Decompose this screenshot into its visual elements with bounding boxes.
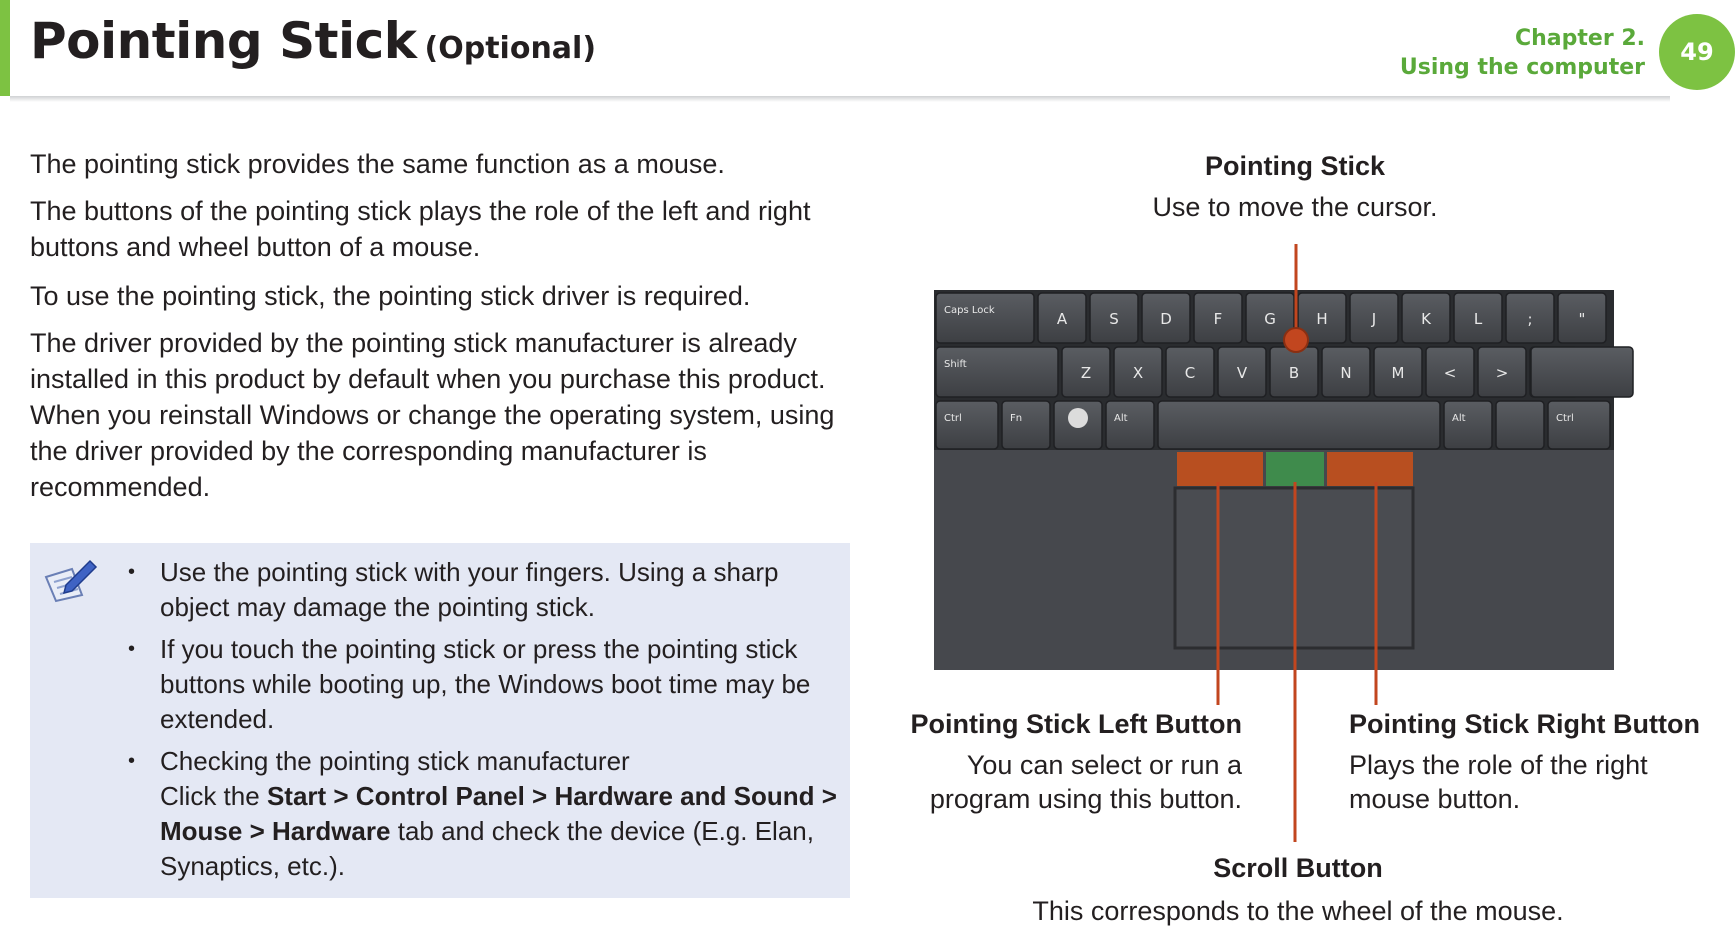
- key-row2-6-label: N: [1340, 364, 1352, 382]
- key-row2-1-label: Z: [1080, 364, 1092, 382]
- page-title-suffix: (Optional): [424, 31, 597, 66]
- key-shift-left: [936, 347, 1058, 397]
- key-row1-11: [1558, 293, 1606, 343]
- note-item-3-rest: tab and check the device (E.g. Elan, Synaptics, etc.).: [160, 816, 814, 881]
- label-right-button: [1349, 706, 1729, 816]
- key-row2-8-label: <: [1443, 364, 1457, 382]
- key-row2-4-label: V: [1236, 364, 1248, 382]
- key-row2-4: [1218, 347, 1266, 397]
- key-fn: [1002, 401, 1050, 449]
- pointing-stick-right-button: [1327, 452, 1413, 486]
- key-ctrl-left-label: Ctrl: [944, 413, 962, 424]
- key-row2-9: [1478, 347, 1526, 397]
- key-row2-9-label: >: [1495, 364, 1509, 382]
- key-row1-5-label: G: [1264, 310, 1276, 328]
- key-row2-2: [1114, 347, 1162, 397]
- key-row2-1: [1062, 347, 1110, 397]
- label-scroll-button-title: Scroll Button: [1213, 853, 1383, 883]
- chapter-number: Chapter 2.: [1514, 26, 1645, 51]
- label-left-button: [880, 706, 1242, 816]
- key-alt-right-label: Alt: [1452, 413, 1466, 424]
- label-scroll-button-desc: This corresponds to the wheel of the mouse.: [1032, 896, 1564, 926]
- key-row2-5-label: B: [1288, 364, 1300, 382]
- label-pointing-stick-title: Pointing Stick: [1204, 151, 1385, 181]
- label-right-button-desc-1: Plays the role of the right: [1349, 750, 1648, 780]
- key-row1-10-label: ;: [1527, 310, 1533, 328]
- key-caps-lock: [936, 293, 1034, 343]
- key-caps-lock-label: Caps Lock: [944, 305, 995, 316]
- key-row2-3: [1166, 347, 1214, 397]
- label-pointing-stick-desc: Use to move the cursor.: [1152, 192, 1438, 222]
- page-title-main: Pointing Stick: [30, 12, 417, 70]
- key-row2-8: [1426, 347, 1474, 397]
- key-row2-5: [1270, 347, 1318, 397]
- windows-logo-icon: [1068, 408, 1088, 428]
- key-alt-left-label: Alt: [1114, 413, 1128, 424]
- note-item-3-click: Click the: [160, 781, 260, 811]
- key-row2-3-label: C: [1184, 364, 1196, 382]
- note-item-3-path: Start > Control Panel > Hardware and Sound > Mouse > Hardware: [160, 781, 837, 846]
- key-row1-4: [1194, 293, 1242, 343]
- label-left-button-title: Pointing Stick Left Button: [910, 709, 1242, 739]
- key-row1-7: [1350, 293, 1398, 343]
- label-scroll-button: [1000, 850, 1596, 928]
- label-left-button-desc-2: program using this button.: [929, 784, 1242, 814]
- key-row2-6: [1322, 347, 1370, 397]
- note-item-2-text: If you touch the pointing stick or press the pointing stick buttons while booting up, the Windows boot time may be extended.: [160, 634, 811, 734]
- key-row1-8: [1402, 293, 1450, 343]
- key-row2-7-label: M: [1391, 364, 1405, 382]
- key-row1-4-label: F: [1213, 310, 1223, 328]
- body-paragraph-2: The buttons of the pointing stick plays the role of the left and right buttons and wheel button of a mouse.: [30, 196, 811, 262]
- key-row1-1: [1038, 293, 1086, 343]
- key-menu: [1496, 401, 1544, 449]
- key-row2-7: [1374, 347, 1422, 397]
- label-pointing-stick: [1095, 148, 1495, 224]
- key-shift-left-label: Shift: [944, 359, 967, 370]
- note-item-3-line1: Checking the pointing stick manufacturer: [160, 746, 630, 776]
- key-row2-2-label: X: [1132, 364, 1144, 382]
- key-alt-right: [1444, 401, 1492, 449]
- key-row1-11-label: ": [1578, 310, 1586, 328]
- key-row1-7-label: J: [1371, 310, 1377, 328]
- body-paragraph-4: The driver provided by the pointing stick manufacturer is already installed in this product by default when you purchase this product. When you reinstall Windows or change the operating system, using the driver provided by the corresponding manufacturer is recommended.: [30, 328, 835, 502]
- key-alt-left: [1106, 401, 1154, 449]
- pointing-stick-scroll-button: [1266, 452, 1324, 486]
- key-row1-6-label: H: [1316, 310, 1328, 328]
- body-paragraph-3: To use the pointing stick, the pointing stick driver is required.: [30, 281, 751, 311]
- chapter-title: Using the computer: [1399, 55, 1645, 80]
- key-ctrl-left: [936, 401, 998, 449]
- key-row1-3: [1142, 293, 1190, 343]
- key-row1-2-label: S: [1109, 310, 1119, 328]
- pointing-stick-nub: [1284, 328, 1308, 352]
- key-space: [1158, 401, 1440, 449]
- label-right-button-desc-2: mouse button.: [1349, 784, 1521, 814]
- body-paragraph-1: The pointing stick provides the same function as a mouse.: [30, 149, 725, 179]
- key-ctrl-right: [1548, 401, 1610, 449]
- key-row1-1-label: A: [1056, 310, 1068, 328]
- key-row1-10: [1506, 293, 1554, 343]
- key-fn-label: Fn: [1010, 413, 1023, 424]
- key-row1-2: [1090, 293, 1138, 343]
- key-row1-9-label: L: [1473, 310, 1483, 328]
- key-row1-9: [1454, 293, 1502, 343]
- pointing-stick-left-button: [1177, 452, 1263, 486]
- note-item-1-text: Use the pointing stick with your fingers. Using a sharp object may damage the pointing stick.: [160, 557, 779, 622]
- key-row1-8-label: K: [1421, 310, 1431, 328]
- page-number-badge: 49: [1659, 14, 1735, 90]
- label-left-button-desc-1: You can select or run a: [966, 750, 1242, 780]
- key-shift-right: [1531, 347, 1633, 397]
- key-row1-3-label: D: [1160, 310, 1172, 328]
- key-ctrl-right-label: Ctrl: [1556, 413, 1574, 424]
- label-right-button-title: Pointing Stick Right Button: [1349, 709, 1700, 739]
